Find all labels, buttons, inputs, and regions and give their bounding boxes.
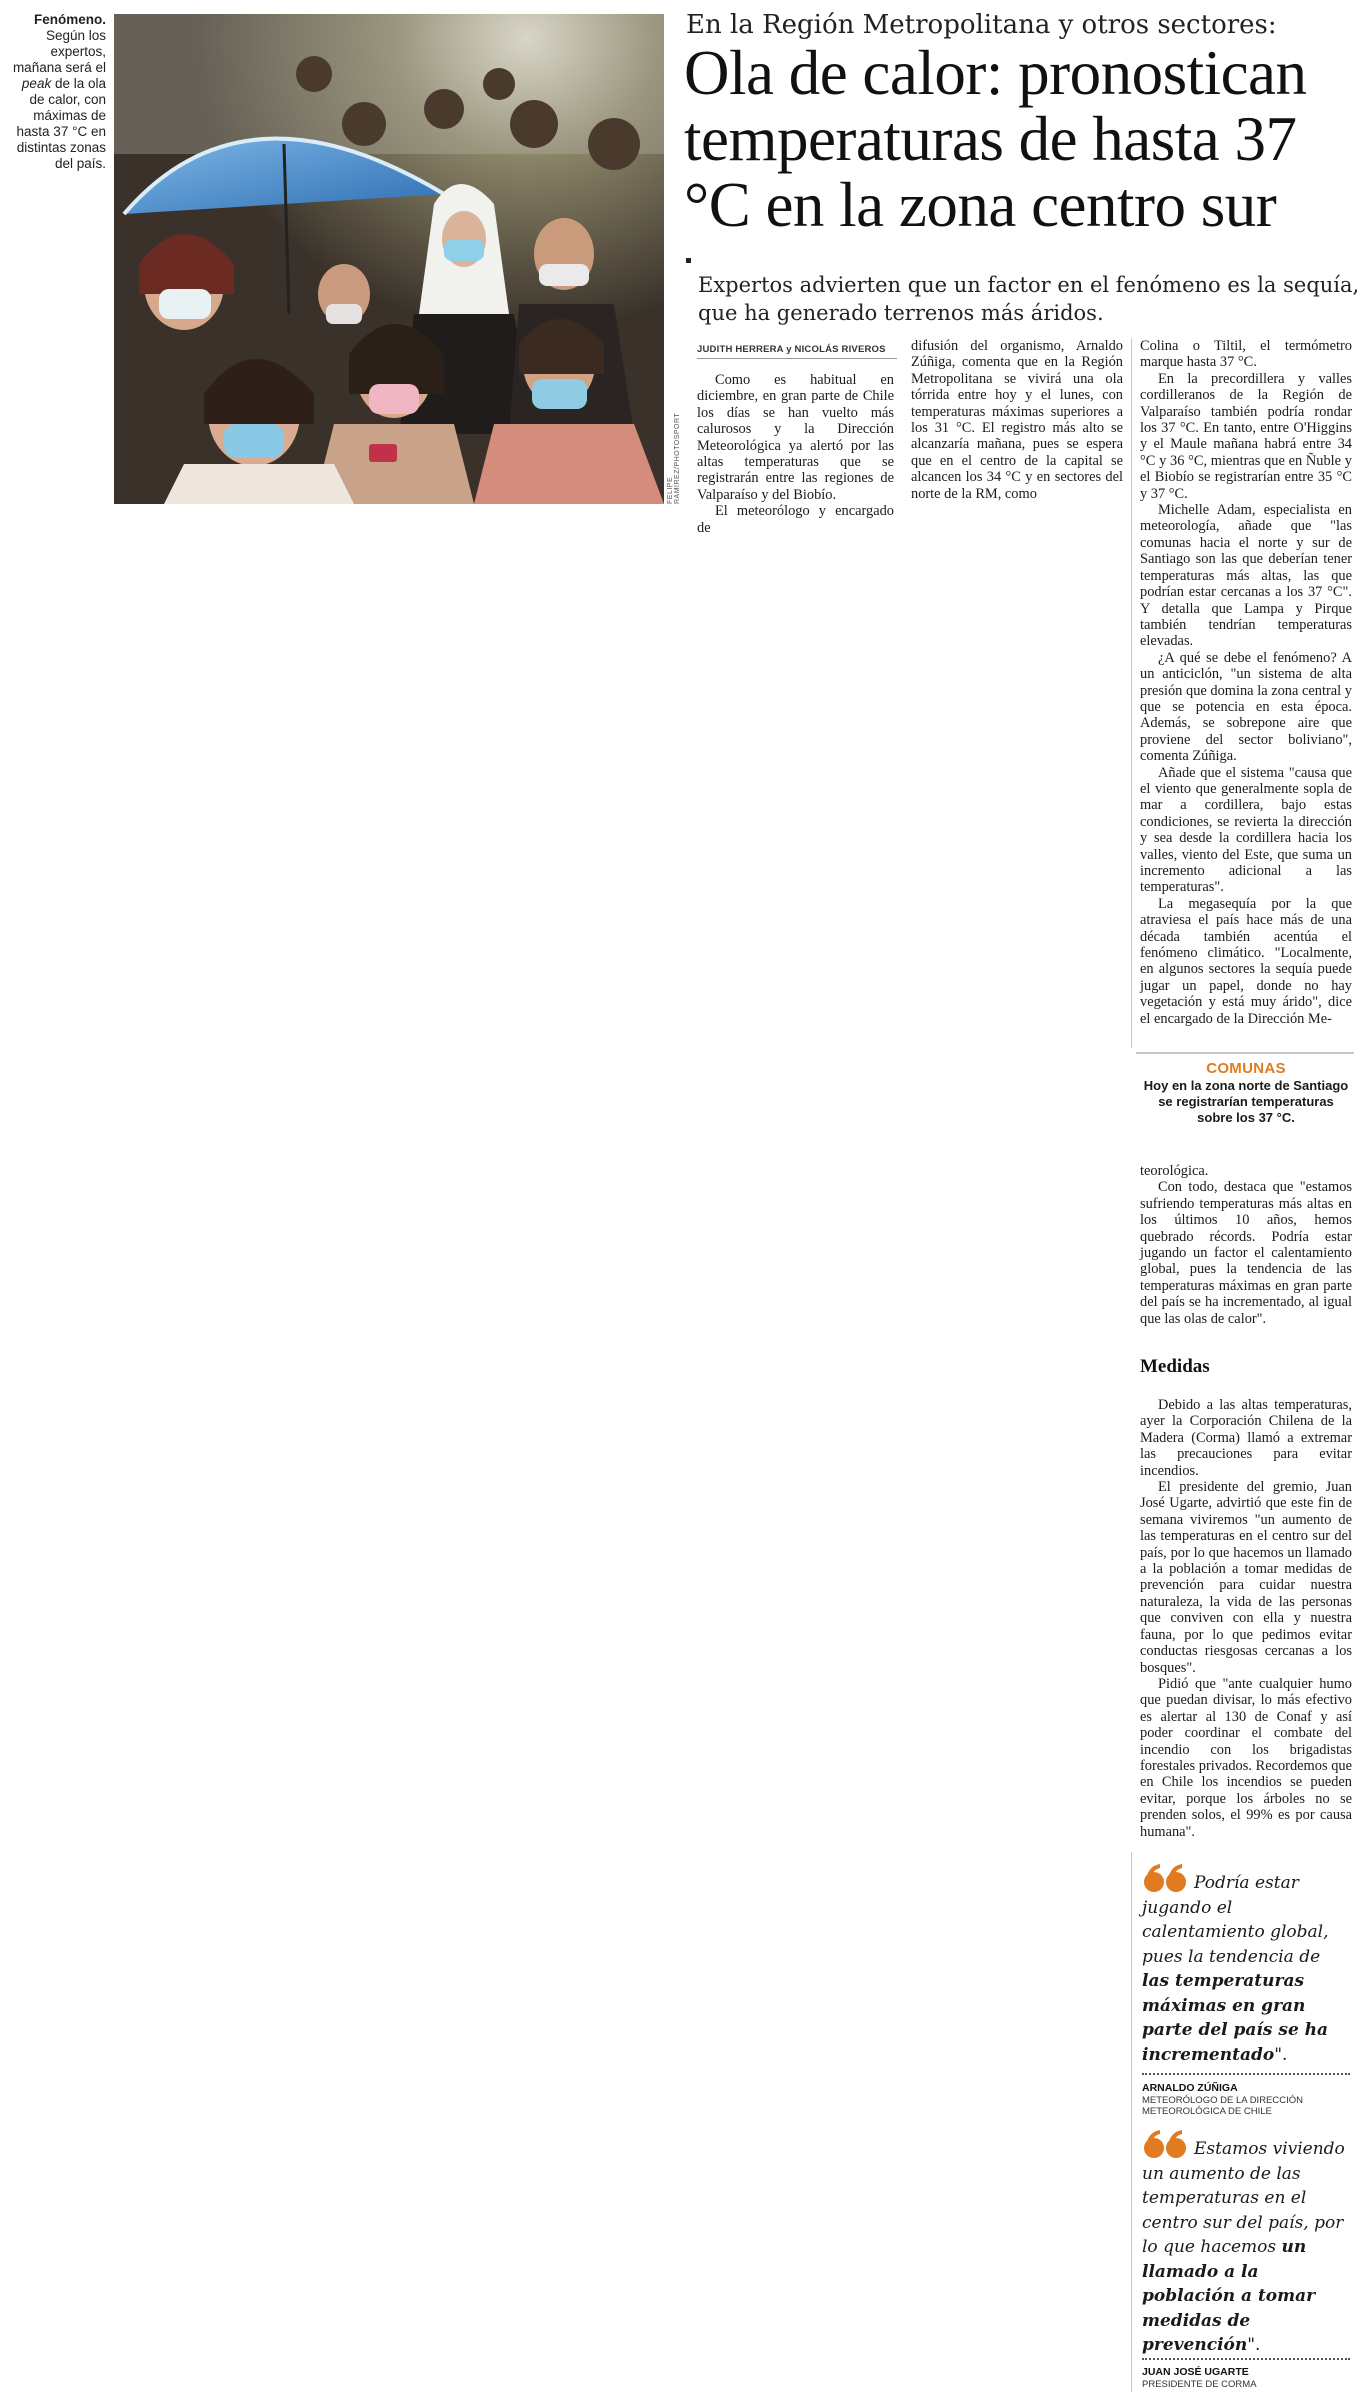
deck-bullet-icon <box>686 258 691 263</box>
caption-text-a: Según los expertos, mañana será el <box>12 28 106 75</box>
quote-end: ". <box>1247 2335 1261 2355</box>
quote-emphasis: un llamado a la población a tomar medidas de prevención <box>1142 2237 1316 2355</box>
quote-source-2 <box>1142 2366 1352 2390</box>
paragraph: Colina o Tiltil, el termómetro marque hasta 37 °C. <box>1140 338 1352 371</box>
comunas-sidebar <box>1140 1060 1352 1126</box>
quote-mark-icon <box>1142 2128 1190 2160</box>
deck: Expertos advierten que un factor en el fenómeno es la sequía, que ha generado terrenos más áridos. <box>698 273 1360 325</box>
photo-credit: FELIPE RAMÍREZ/PHOTOSPORT <box>667 412 681 504</box>
source-name: JUAN JOSÉ UGARTE <box>1142 2366 1249 2378</box>
quotes-divider <box>1131 1852 1132 2392</box>
paragraph: Como es habitual en diciembre, en gran parte de Chile los días se han vuelto más calurosos y la Dirección Meteorológica ya alertó por las altas temperaturas que se registrarán entre las regiones de Valparaíso y del Biobío. <box>697 372 894 503</box>
crowd-photo <box>114 14 664 504</box>
paragraph: Michelle Adam, especialista en meteorología, añade que "las comunas hacia el norte y sur de Santiago son las que deberían tener temperaturas más altas, las que podrían estar cercanas a los 37 °C". Y detalla que Lampa y Pirque también tendrían temperaturas elevadas. <box>1140 502 1352 650</box>
paragraph: Añade que el sistema "causa que el viento que generalmente sopla de mar a cordillera, bajo estas condiciones, se revierta la dirección y sea desde la cordillera hacia los valles, viento del Este, que suma un incremento adicional a las temperaturas". <box>1140 764 1352 896</box>
paragraph: difusión del organismo, Arnaldo Zúñiga, comenta que en la Región Metropolitana se vivirá una ola tórrida entre hoy y el lunes, con temperaturas máximas superiores a los 31 °C. El registro más alto se alcanzaría mañana, pues se espera que en el centro de la capital se alcancen los 34 °C y en sectores del norte de la RM, como <box>911 338 1123 502</box>
quote-mark-icon <box>1142 1862 1190 1894</box>
column-divider <box>1131 338 1132 1048</box>
quote-separator <box>1142 2358 1350 2360</box>
quote-text: Estamos viviendo un aumento de las temperaturas en el centro sur del país, por lo que hacemos <box>1142 2139 1345 2257</box>
quote-source-1 <box>1142 2082 1352 2117</box>
article-column-3 <box>1140 338 1352 1027</box>
article-column-1 <box>697 372 894 536</box>
quote-separator <box>1142 2073 1350 2075</box>
paragraph: El meteorólogo y encargado de <box>697 503 894 536</box>
paragraph: El presidente del gremio, Juan José Ugarte, advirtió que este fin de semana viviremos "un aumento de las temperaturas en el centro sur del país, por lo que hacemos un llamado a la población a tomar medidas de prevención para cuidar nuestra naturaleza, la vida de las personas que conviven con ella y nuestra fauna, por lo que pedimos evitar conductas riesgosas cercanas a los bosques". <box>1140 1479 1352 1676</box>
paragraph: En la precordillera y valles cordilleranos de la Región de Valparaíso también podría rondar los 37 °C. En tanto, entre O'Higgins y el Maule mañana habrá entre 34 °C y 36 °C, mientras que en Ñuble y el Biobío se registrarían entre 35 °C y 37 °C. <box>1140 370 1352 502</box>
paragraph: Con todo, destaca que "estamos sufriendo temperaturas más altas en los últimos 10 años, hemos quebrado récords. Podría estar jugando un factor el calentamiento global, pues la tendencia de las temperaturas máximas en gran parte del país se ha incrementado, al igual que las olas de calor". <box>1140 1179 1352 1327</box>
subheading: Medidas <box>1140 1356 1210 1377</box>
pull-quote-2 <box>1142 2128 1350 2358</box>
paragraph: La megasequía por la que atraviesa el país hace más de una década también acentúa el fenómeno climático. "Localmente, en algunos sectores la sequía puede jugar un papel, donde no hay vegetación y está muy árido", dice el encargado de la Dirección Me- <box>1140 895 1352 1027</box>
paragraph: Debido a las altas temperaturas, ayer la Corporación Chilena de la Madera (Corma) llamó a extremar las precauciones para evitar incendios. <box>1140 1397 1352 1479</box>
pull-quote-1 <box>1142 1862 1350 2067</box>
article-column-3-continued <box>1140 1163 1352 1327</box>
caption-lead: Fenómeno. <box>33 12 106 27</box>
quote-emphasis: las temperaturas máximas en gran parte del país se ha incrementado <box>1142 1971 1329 2065</box>
quote-text: Podría estar jugando el calentamiento global, pues la tendencia de <box>1142 1873 1329 1967</box>
paragraph: ¿A qué se debe el fenómeno? A un anticiclón, "un sistema de alta presión que domina la zona central y que se potencia en esta época. Además, se sobrepone aire que proviene del sector boliviano", comenta Zúñiga. <box>1140 649 1352 765</box>
sidebar-title: COMUNAS <box>1206 1060 1286 1077</box>
quote-end: ". <box>1274 2044 1288 2065</box>
sidebar-text: Hoy en la zona norte de Santiago se registrarían temperaturas sobre los 37 °C. <box>1143 1078 1349 1125</box>
source-role: PRESIDENTE DE CORMA <box>1142 2379 1257 2390</box>
kicker: En la Región Metropolitana y otros sectores: <box>686 10 1277 40</box>
caption-text-b: de la ola de calor, con máximas de hasta 37 °C en distintas zonas del país. <box>16 76 106 171</box>
article-column-2 <box>911 338 1123 502</box>
crowd-photo-image <box>114 14 664 504</box>
source-name: ARNALDO ZÚÑIGA <box>1142 2082 1238 2094</box>
byline: JUDITH HERRERA y NICOLÁS RIVEROS <box>697 344 897 359</box>
source-role: METEORÓLOGO DE LA DIRECCIÓN METEOROLÓGICA DE CHILE <box>1142 2095 1303 2117</box>
headline: Ola de calor: pronostican temperaturas de hasta 37 °C en la zona centro sur <box>684 38 1307 240</box>
paragraph: teorológica. <box>1140 1163 1209 1179</box>
sidebar-rule <box>1136 1052 1354 1054</box>
caption-emphasis: peak <box>21 76 52 91</box>
paragraph: Pidió que "ante cualquier humo que puedan divisar, lo más efectivo es alertar al 130 de Conaf y así poder coordinar el combate del incendio con los brigadistas forestales privados. Recordemos que en Chile los incendios se pueden evitar, porque los árboles no se prenden solos, el 99% es por causa humana". <box>1140 1675 1352 1840</box>
photo-caption <box>8 12 106 172</box>
article-column-4 <box>1140 1397 1352 1840</box>
